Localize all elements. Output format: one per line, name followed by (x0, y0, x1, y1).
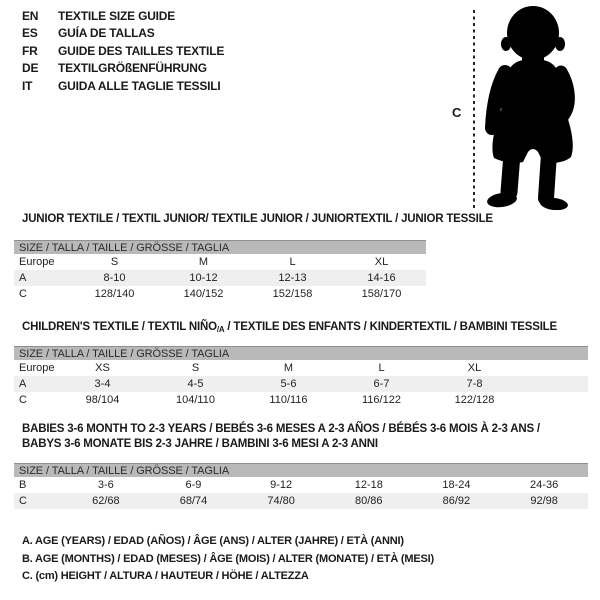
table-cell: 10-12 (159, 270, 248, 286)
legend-line-b: B. AGE (MONTHS) / EDAD (MESES) / ÂGE (MOIS) / ALTER (MONATE) / ETÀ (MESI) (22, 552, 434, 565)
language-title: GUIDE DES TAILLES TEXTILE (58, 43, 225, 58)
table-cell: 152/158 (272, 288, 313, 300)
list-item (22, 78, 224, 95)
table-cell: 62/68 (62, 493, 150, 509)
title-line-2: BABYS 3-6 MONATE BIS 2-3 JAHRE / BAMBINI 3-6 MESI A 2-3 ANNI (22, 437, 378, 450)
table-row (14, 360, 588, 376)
table-cell: 3-4 (56, 376, 149, 392)
table-row (14, 477, 588, 493)
table-row (14, 286, 426, 302)
table-cell: 98/104 (85, 394, 120, 406)
table-cell: 7-8 (428, 376, 521, 392)
language-code: DE (22, 61, 39, 76)
language-title-list (22, 8, 224, 95)
title-line-1: BABIES 3-6 MONTH TO 2-3 YEARS / BEBÉS 3-6 MESES A 2-3 AÑOS / BÉBÉS 3-6 MOIS À 2-3 ANS / (22, 423, 540, 435)
language-title: TEXTILE SIZE GUIDE (58, 9, 176, 23)
row-label: Europe (19, 256, 55, 268)
table-row (14, 376, 588, 392)
row-label: A (14, 376, 56, 392)
childrens-size-table (14, 346, 588, 408)
table-cell: 24-36 (530, 479, 559, 491)
table-cell: 86/92 (413, 493, 501, 509)
language-title: TEXTILGRÖßENFÜHRUNG (58, 61, 207, 76)
table-cell: 9-12 (270, 479, 293, 491)
table-cell: L (378, 362, 385, 374)
table-cell: 12-13 (248, 270, 337, 286)
table-cell: 14-16 (337, 270, 426, 286)
table-cell: 92/98 (500, 493, 588, 509)
title-text: / TEXTILE DES ENFANTS / KINDERTEXTIL / BAMBINI TESSILE (224, 321, 557, 333)
language-code: ES (22, 26, 38, 41)
height-measure-dashed-line (473, 10, 475, 208)
junior-section-title: JUNIOR TEXTILE / TEXTIL JUNIOR/ TEXTILE JUNIOR / JUNIORTEXTIL / JUNIOR TESSILE (22, 213, 493, 225)
table-cell: 74/80 (237, 493, 325, 509)
babies-size-table (14, 463, 588, 509)
table-cell: 122/128 (454, 394, 495, 406)
height-measure-label: C (452, 105, 462, 120)
table-cell: 6-9 (185, 479, 202, 491)
list-item (22, 43, 224, 60)
spacer-cell (521, 376, 588, 392)
table-cell: 80/86 (325, 493, 413, 509)
row-label: C (19, 288, 27, 300)
table-cell: 4-5 (149, 376, 242, 392)
babies-section-title (22, 422, 540, 451)
table-row (14, 493, 588, 509)
spacer-cell (521, 360, 588, 376)
row-label: C (14, 493, 62, 509)
table-cell: 104/110 (176, 394, 215, 406)
list-item (22, 25, 224, 42)
table-cell: S (110, 256, 119, 268)
row-label: A (14, 270, 70, 286)
table-row (14, 392, 588, 408)
row-label: C (19, 394, 27, 406)
table-cell: 68/74 (150, 493, 238, 509)
table-cell: XL (467, 362, 482, 374)
baby-silhouette-icon (482, 4, 582, 210)
junior-size-table (14, 240, 426, 302)
table-cell: 110/116 (269, 394, 308, 406)
legend-line-a: A. AGE (YEARS) / EDAD (AÑOS) / ÂGE (ANS) / ALTER (JAHRE) / ETÀ (ANNI) (22, 535, 404, 547)
table-cell: 140/152 (183, 288, 224, 300)
table-cell: 158/170 (361, 288, 402, 300)
spacer-cell (521, 392, 588, 408)
table-cell: 6-7 (335, 376, 428, 392)
language-title: GUÍA DE TALLAS (58, 26, 155, 41)
table-row (14, 254, 426, 270)
row-label: Europe (19, 362, 55, 374)
table-cell: 5-6 (242, 376, 335, 392)
table-cell: M (283, 362, 294, 374)
list-item (22, 60, 224, 77)
table-cell: 128/140 (94, 288, 135, 300)
legend-line-c: C. (cm) HEIGHT / ALTURA / HAUTEUR / HÖHE / ALTEZZA (22, 570, 309, 583)
table-row (14, 270, 426, 286)
list-item (22, 8, 224, 25)
table-cell: M (198, 256, 209, 268)
table-cell: XL (374, 256, 389, 268)
language-title: GUIDA ALLE TAGLIE TESSILI (58, 78, 221, 93)
table-cell: 116/122 (362, 394, 401, 406)
size-header-bar: SIZE / TALLA / TAILLE / GRÖSSE / TAGLIA (14, 464, 588, 478)
table-cell: 3-6 (97, 479, 114, 491)
table-cell: XS (95, 362, 110, 374)
size-header-bar: SIZE / TALLA / TAILLE / GRÖSSE / TAGLIA (14, 241, 426, 255)
title-text: CHILDREN'S TEXTILE / TEXTIL NIÑO (22, 321, 217, 333)
table-cell: 8-10 (70, 270, 159, 286)
language-code: FR (22, 43, 38, 58)
table-cell: S (191, 362, 200, 374)
size-header-bar: SIZE / TALLA / TAILLE / GRÖSSE / TAGLIA (14, 347, 588, 361)
language-code: IT (22, 78, 33, 93)
row-label: B (19, 479, 27, 491)
table-cell: 18-24 (442, 479, 471, 491)
table-cell: 12-18 (354, 479, 383, 491)
language-code: EN (22, 9, 39, 23)
title-subscript: /A (216, 325, 225, 334)
table-cell: L (289, 256, 296, 268)
measurement-legend (22, 533, 434, 586)
childrens-section-title (22, 320, 557, 338)
